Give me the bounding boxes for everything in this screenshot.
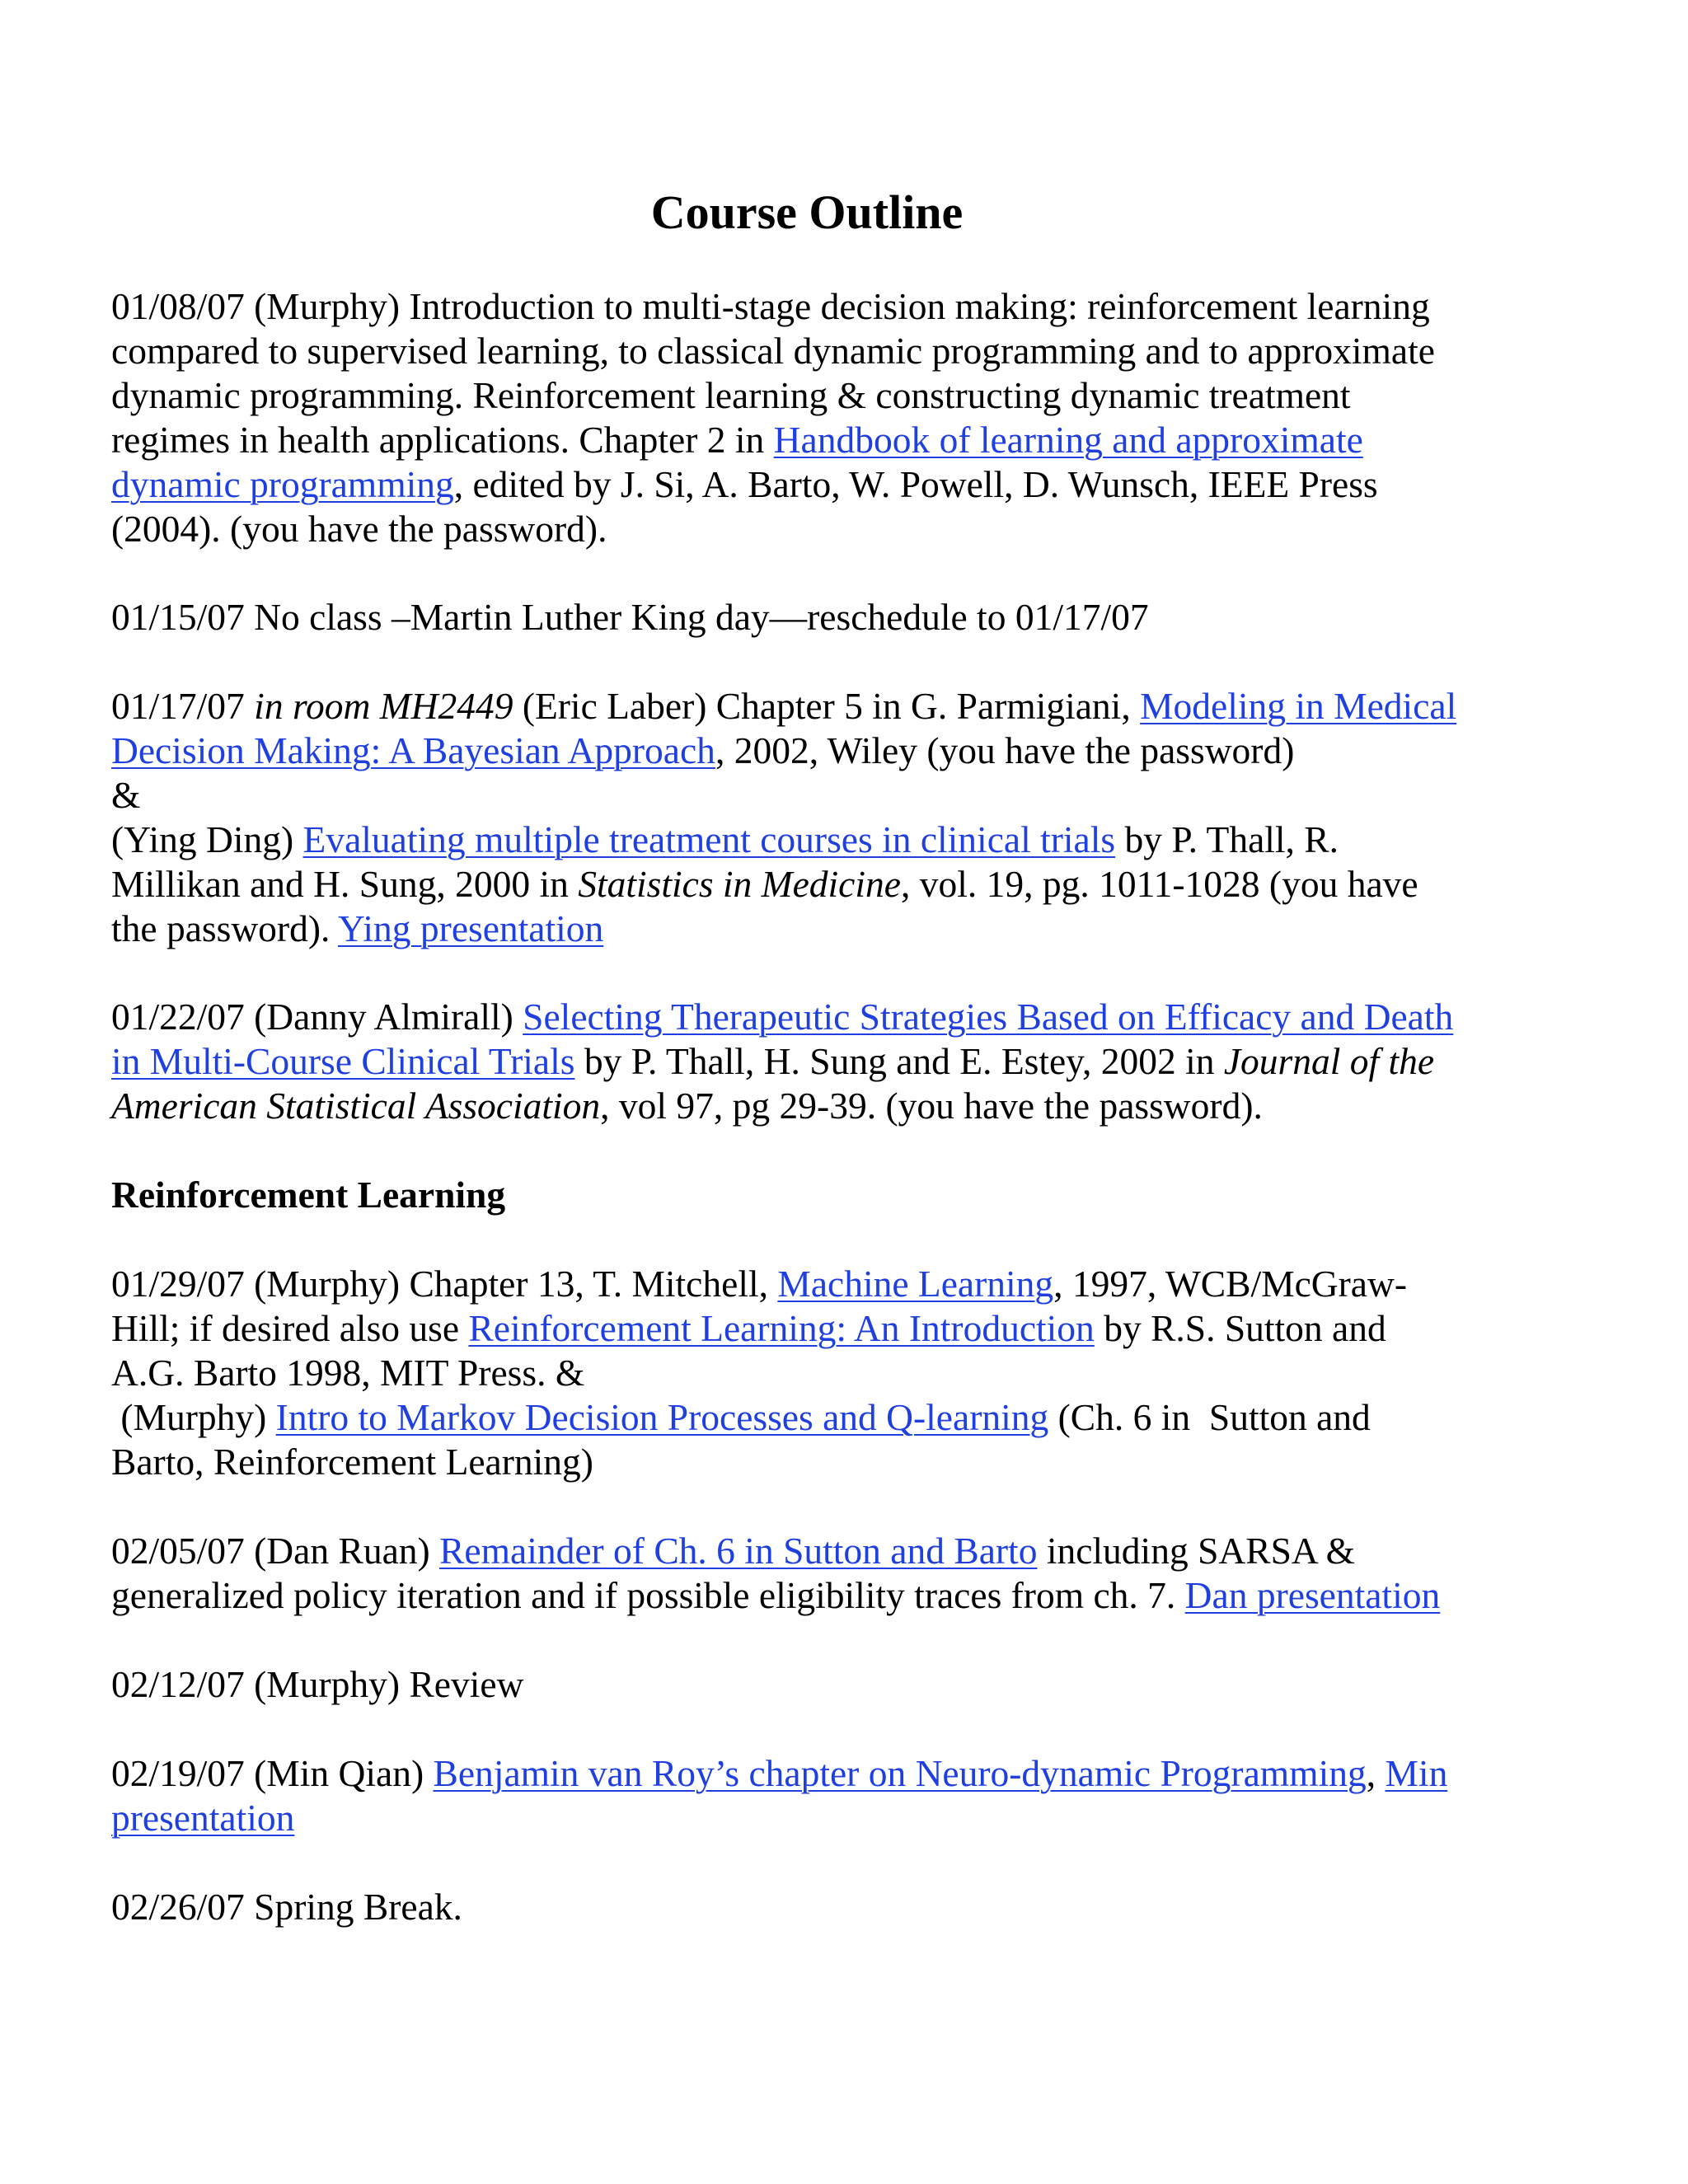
modeling-link-part2[interactable]: Decision Making: A Bayesian Approach <box>111 729 715 771</box>
entry-text: 02/05/07 (Dan Ruan) <box>111 1530 440 1572</box>
entry-line <box>111 907 1529 951</box>
entry-line <box>111 1573 1529 1618</box>
selecting-strategies-link-part1[interactable]: Selecting Therapeutic Strategies Based on Efficacy and Death <box>523 996 1454 1038</box>
ying-presentation-link[interactable]: Ying presentation <box>338 907 604 949</box>
entry-line: 01/08/07 (Murphy) Introduction to multi-stage decision making: reinforcement learning <box>111 285 1430 327</box>
entry-line <box>111 1529 1529 1573</box>
entry-line <box>111 995 1529 1039</box>
entry-0117 <box>111 684 1529 951</box>
entry-line <box>111 1039 1529 1084</box>
entry-text: Hill; if desired also use <box>111 1307 469 1349</box>
entry-line <box>111 418 1529 462</box>
entry-text: 01/17/07 <box>111 685 255 727</box>
entry-text: , <box>1366 1752 1386 1794</box>
journal-name: American Statistical Association <box>111 1085 601 1127</box>
entry-text: by P. Thall, R. <box>1115 818 1339 860</box>
rl-introduction-link[interactable]: Reinforcement Learning: An Introduction <box>468 1307 1095 1349</box>
entry-line <box>111 684 1529 729</box>
entry-text: by P. Thall, H. Sung and E. Estey, 2002 in <box>574 1040 1224 1082</box>
entry-0226 <box>111 1885 1529 1929</box>
entry-text: , 2002, Wiley (you have the password) <box>715 729 1295 771</box>
entry-line: 02/12/07 (Murphy) Review <box>111 1663 524 1705</box>
entry-text: , vol. 19, pg. 1011-1028 (you have <box>900 863 1418 905</box>
handbook-link-part1[interactable]: Handbook of learning and approximate <box>773 419 1363 461</box>
entry-text: 02/19/07 (Min Qian) <box>111 1752 434 1794</box>
entry-text: 01/22/07 (Danny Almirall) <box>111 996 523 1038</box>
page-title: Course Outline <box>650 185 964 239</box>
entry-line <box>111 818 1529 862</box>
entry-text: Millikan and H. Sung, 2000 in <box>111 863 579 905</box>
entry-line <box>111 1796 1529 1840</box>
min-presentation-link-part2[interactable]: presentation <box>111 1797 295 1839</box>
entry-line <box>111 729 1529 773</box>
entry-text: 01/29/07 (Murphy) Chapter 13, T. Mitchell, <box>111 1263 778 1305</box>
room-note: in room MH2449 <box>254 685 513 727</box>
sutton-barto-remainder-link[interactable]: Remainder of Ch. 6 in Sutton and Barto <box>439 1530 1038 1572</box>
entry-line: compared to supervised learning, to classical dynamic programming and to approximate <box>111 330 1435 372</box>
entry-line <box>111 1395 1529 1440</box>
entry-line: 01/15/07 No class –Martin Luther King day—reschedule to 01/17/07 <box>111 596 1149 638</box>
entry-0108 <box>111 284 1529 551</box>
entry-line: Barto, Reinforcement Learning) <box>111 1441 593 1483</box>
entry-0129 <box>111 1262 1529 1484</box>
entry-text: (Eric Laber) Chapter 5 in G. Parmigiani, <box>513 685 1141 727</box>
section-heading-reinforcement-learning: Reinforcement Learning <box>111 1174 506 1216</box>
min-presentation-link-part1[interactable]: Min <box>1385 1752 1448 1794</box>
journal-name: Journal of the <box>1223 1040 1435 1082</box>
entry-line: 02/26/07 Spring Break. <box>111 1886 462 1928</box>
entry-text: including SARSA & <box>1037 1530 1356 1572</box>
entry-line <box>111 1751 1529 1796</box>
entry-0219 <box>111 1751 1529 1840</box>
modeling-link-part1[interactable]: Modeling in Medical <box>1140 685 1457 727</box>
entry-text: (Murphy) <box>111 1396 276 1438</box>
entry-text: the password). <box>111 907 339 949</box>
dan-presentation-link[interactable]: Dan presentation <box>1184 1574 1441 1616</box>
entry-line: & <box>111 774 141 816</box>
entry-text: , 1997, WCB/McGraw- <box>1053 1263 1407 1305</box>
entry-text: by R.S. Sutton and <box>1094 1307 1386 1349</box>
entry-0205 <box>111 1529 1529 1618</box>
entry-0122 <box>111 995 1529 1128</box>
selecting-strategies-link-part2[interactable]: in Multi-Course Clinical Trials <box>111 1040 575 1082</box>
entry-text: regimes in health applications. Chapter 2 in <box>111 419 774 461</box>
entry-line <box>111 462 1529 507</box>
markov-decision-link[interactable]: Intro to Markov Decision Processes and Q-learning <box>275 1396 1049 1438</box>
entry-line: dynamic programming. Reinforcement learning & constructing dynamic treatment <box>111 374 1351 416</box>
entry-line <box>111 862 1529 907</box>
journal-name: Statistics in Medicine <box>578 863 901 905</box>
van-roy-chapter-link[interactable]: Benjamin van Roy’s chapter on Neuro-dynamic Programming <box>433 1752 1367 1794</box>
entry-text: , vol 97, pg 29-39. (you have the password). <box>600 1085 1263 1127</box>
entry-line <box>111 1262 1529 1306</box>
entry-0115 <box>111 595 1529 640</box>
entry-line: (2004). (you have the password). <box>111 508 607 550</box>
entry-line <box>111 1306 1529 1351</box>
machine-learning-link[interactable]: Machine Learning <box>777 1263 1054 1305</box>
entry-line: A.G. Barto 1998, MIT Press. & <box>111 1352 585 1394</box>
handbook-link-part2[interactable]: dynamic programming <box>111 463 454 505</box>
entry-0212 <box>111 1662 1529 1707</box>
entry-text: (Ying Ding) <box>111 818 303 860</box>
entry-text: generalized policy iteration and if possible eligibility traces from ch. 7. <box>111 1574 1185 1616</box>
entry-text: , edited by J. Si, A. Barto, W. Powell, D. Wunsch, IEEE Press <box>453 463 1378 505</box>
entry-line <box>111 1084 1529 1128</box>
evaluating-treatment-link[interactable]: Evaluating multiple treatment courses in clinical trials <box>302 818 1116 860</box>
entry-text: (Ch. 6 in Sutton and <box>1048 1396 1371 1438</box>
